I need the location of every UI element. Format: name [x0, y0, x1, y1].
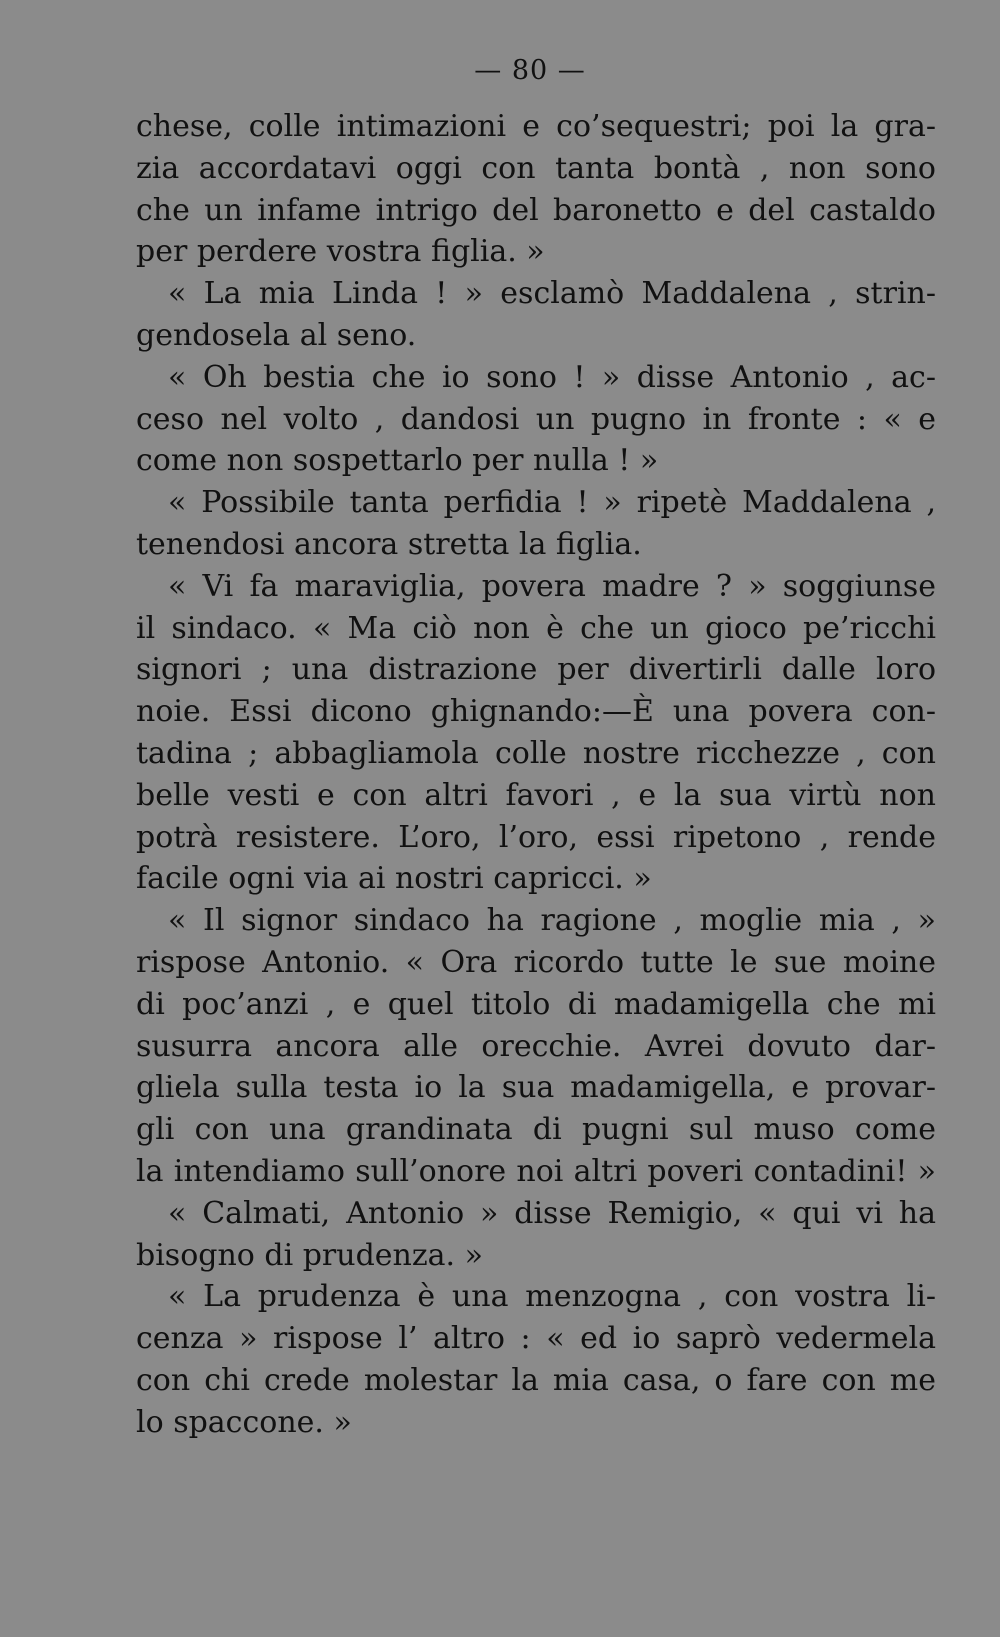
text-line: « Oh bestia che io sono ! » disse Antonio , ac- — [168, 359, 936, 395]
text-line: « Vi fa maraviglia, povera madre ? » soggiunse — [168, 568, 936, 604]
text-line: bisogno di prudenza. » — [136, 1237, 483, 1273]
text-line: « Il signor sindaco ha ragione , moglie mia , » — [168, 903, 936, 939]
text-line: chese, colle intimazioni e co’sequestri; poi la gra- — [136, 109, 936, 144]
text-line: noie. Essi dicono ghignando:—È una povera con- — [136, 694, 936, 730]
text-line: « Possibile tanta perfidia ! » ripetè Maddalena , — [168, 485, 936, 521]
text-line: di poc’anzi , e quel titolo di madamigella che mi — [136, 986, 936, 1022]
text-line: signori ; una distrazione per divertirli dalle loro — [136, 652, 936, 688]
text-line: ceso nel volto , dandosi un pugno in fronte : « e — [136, 401, 936, 437]
text-line: gli con una grandinata di pugni sul muso come — [136, 1112, 936, 1148]
text-line: potrà resistere. L’oro, l’oro, essi ripetono , rende — [136, 819, 936, 855]
text-line: « La mia Linda ! » esclamò Maddalena , strin- — [168, 276, 936, 312]
text-line: belle vesti e con altri favori , e la sua virtù non — [136, 777, 936, 813]
text-line: il sindaco. « Ma ciò non è che un gioco pe’ricchi — [136, 610, 936, 646]
text-line: susurra ancora alle orecchie. Avrei dovuto dar- — [136, 1028, 936, 1064]
text-line: « Calmati, Antonio » disse Remigio, « qui vi ha — [168, 1195, 936, 1231]
text-line: « La prudenza è una menzogna , con vostra li- — [168, 1279, 936, 1315]
text-line: rispose Antonio. « Ora ricordo tutte le sue moine — [136, 944, 936, 980]
text-line: lo spaccone. » — [136, 1404, 352, 1440]
text-line: zia accordatavi oggi con tanta bontà , non sono — [136, 150, 936, 186]
body-text — [136, 106, 936, 1444]
text-line: con chi crede molestar la mia casa, o fare con me — [136, 1362, 936, 1398]
text-line: come non sospettarlo per nulla ! » — [136, 443, 659, 479]
text-line: che un infame intrigo del baronetto e del castaldo — [136, 192, 936, 228]
text-line: cenza » rispose l’ altro : « ed io saprò vedermela — [136, 1321, 936, 1357]
page-number: — 80 — — [474, 55, 586, 86]
text-line: tadina ; abbagliamola colle nostre ricchezze , con — [136, 735, 936, 771]
text-line: facile ogni via ai nostri capricci. » — [136, 861, 652, 897]
text-line: tenendosi ancora stretta la figlia. — [136, 526, 642, 562]
text-line: gliela sulla testa io la sua madamigella, e provar- — [136, 1070, 936, 1106]
text-line: la intendiamo sull’onore noi altri poveri contadini! » — [136, 1153, 936, 1189]
text-line: gendosela al seno. — [136, 317, 417, 353]
text-line: per perdere vostra figlia. » — [136, 234, 545, 270]
